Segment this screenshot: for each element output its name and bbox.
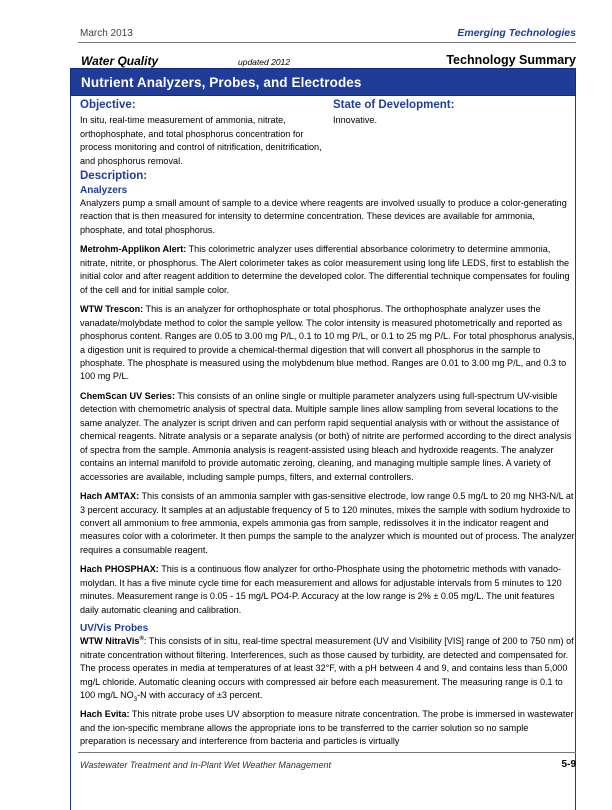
header-brand: Emerging Technologies — [457, 27, 576, 39]
item-text: This is an analyzer for orthophosphate or total phosphorus. The orthophosphate analyzer uses the vanadate/molybdate method to color the sample yellow. The color intensity is measured photometrically and reported as phosphorus content. Ranges are 0.05 to 3.00 mg P/L, 0.1 to 10 mg P/L, or 0.1 to 25 mg P/L. For total phosphorus analysis, a digestion unit is required to provide a chemical-thermal digestion that will convert all phosphorus in the sample to phosphate. The phosphate is measured using the molybdenum blue method. Ranges are 0.01 to 3.00 mg P/L, and 0.3 to 100 mg P/L. — [80, 304, 575, 382]
item-paragraph — [80, 303, 575, 384]
item-text: This is a continuous flow analyzer for ortho-Phosphate using the photometric methods with vanado-molydan. It has a five minute cycle time for each measurement and allows for adjustable intervals from 5 minutes to 120 minutes. Measurement range is 0.05 - 15 mg/L PO4-P. Accuracy at the low range is 2% ± 0.05 mg/L. The unit features daily automatic cleaning and calibration. — [80, 564, 562, 615]
description-heading: Description: — [80, 170, 148, 182]
section-title: Water Quality — [81, 54, 159, 68]
item-paragraph — [80, 243, 575, 297]
uv-probes-heading: UV/Vis Probes — [80, 623, 149, 635]
header-rule — [78, 42, 576, 43]
header-date: March 2013 — [80, 28, 133, 39]
evita-name: Hach Evita: — [80, 709, 130, 720]
item-name: Hach PHOSPHAX: — [80, 564, 159, 575]
item-paragraph — [80, 563, 575, 617]
state-text: Innovative. — [333, 115, 377, 125]
nitravis-paragraph: WTW NitraVis®: This consists of in situ, real-time spectral measurement (UV and Visibility [VIS] range of 200 to 750 nm) of nitrate concentration without filtering. Interferences, such as those caused by turbidity, are detected and compensated for. The process operates in media at temperatures of at least 32°F, with a pH between 4 and 9, and contains less than 5,000 mg/L chloride. Automatic cleaning occurs with compressed air before each measurement. The measuring range is 0.1 to 100 mg/L $NO_3-N$ with accuracy of ±3 percent. — [80, 636, 574, 703]
updated-label: updated 2012 — [238, 57, 290, 67]
evita-paragraph — [80, 708, 575, 748]
state-section — [333, 99, 573, 128]
item-name: Metrohm-Applikon Alert: — [80, 244, 187, 255]
item-paragraph — [80, 490, 575, 557]
item-paragraph — [80, 390, 575, 484]
title-banner — [70, 68, 576, 96]
item-text: This colorimetric analyzer uses differential absorbance colorimetry to determine ammonia, nitrate, nitrite, or phosphorus. The Alert colorimeter takes as color measurement using long life LEDS, first to establish the initial color and after reagent addition to determine the developed color. The differential technique compensates for fouling of the cell and for initial sample color. — [80, 244, 570, 295]
page-number: 5-9 — [561, 759, 576, 770]
evita-text: This nitrate probe uses UV absorption to measure nitrate concentration. The probe is immersed in wastewater and the ion-specific membrane allows the appropriate ions to be transferred to the carrier solution so no sample preparation is necessary and interference from bacteria and particles is virtually — [80, 709, 574, 747]
item-text: This consists of an ammonia sampler with gas-sensitive electrode, low range 0.5 mg/L to 20 mg NH3-N/L at 3 percent accuracy. It samples at an adjustable frequency of 5 to 120 minutes, mixes the sample with sodium hydroxide to convert all ammonium to free ammonia, expels ammonia gas from sample, redissolves it in the indicator reagent and measures color with a colorimeter. It then pumps the sample to the analyzer which is mounted out of process. The analyzer requires a consumable reagent. — [80, 491, 575, 555]
item-name: Hach AMTAX: — [80, 491, 140, 502]
footer-rule — [78, 752, 576, 753]
footer-title: Wastewater Treatment and In-Plant Wet Weather Management — [80, 760, 331, 770]
analyzers-intro: Analyzers pump a small amount of sample to a device where reagents are involved usually to produce a color-generating reaction that is then measured for intensity to determine concentration. These devices are available for ammonia, phosphate, and total phosphorus. — [80, 198, 567, 235]
item-name: ChemScan UV Series: — [80, 390, 176, 401]
objective-heading: Objective: — [80, 99, 136, 111]
nitravis-name: WTW NitraVis® — [80, 636, 144, 647]
objective-text: In situ, real-time measurement of ammonia, nitrate, orthophosphate, and total phosphorus concentration for process monitoring and control of nitrification, denitrification, and phosphorus removal. — [80, 115, 322, 166]
technology-summary-label: Technology Summary — [446, 53, 576, 67]
objective-section — [80, 99, 330, 168]
item-name: WTW Trescon: — [80, 304, 144, 315]
state-heading: State of Development: — [333, 99, 455, 111]
description-section — [80, 170, 575, 755]
item-text: This consists of an online single or multiple parameter analyzers using full-spectrum UV-visible detection with chemometric analysis of spectral data. Multiple sample lines allow sampling from several locations to the same analyzer. The analyzer is script driven and can perform rapid sequential analysis with or without the assistance of chemical reagents. Nitrate analysis or a separate analysis (or both) of nitrite are performed according to the direct analysis of spectra from the sample. Ammonia analysis is reagent-assisted using bleach and hydroxide reagents. The analyzer contains an internal manifold to provide automatic zeroing, cleaning, and managing multiple sample lines. A variety of accessories are available, including sample pumps, filters, and external controllers. — [80, 390, 572, 482]
analyzers-heading: Analyzers — [80, 185, 128, 196]
page-title: Nutrient Analyzers, Probes, and Electrodes — [81, 75, 362, 90]
